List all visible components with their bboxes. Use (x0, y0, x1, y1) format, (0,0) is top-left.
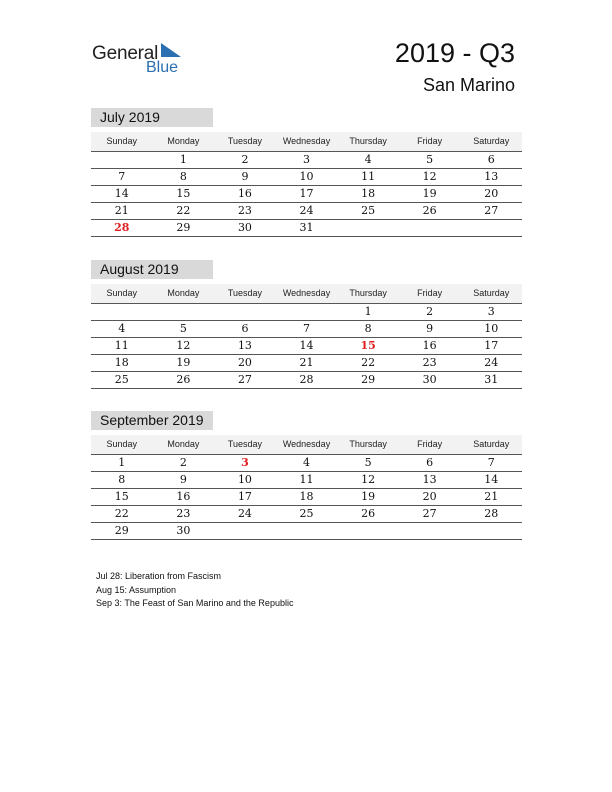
week-row (91, 489, 522, 506)
weekday-name: Sunday (106, 136, 138, 146)
day-cell: 15 (360, 339, 376, 352)
week-row (91, 186, 522, 203)
day-cell: 27 (237, 373, 252, 386)
day-cell: 14 (299, 339, 314, 352)
week-row (91, 203, 522, 220)
day-cell: 7 (487, 456, 495, 469)
day-cell: 7 (303, 322, 311, 335)
day-cell: 24 (484, 356, 499, 369)
day-cell: 25 (299, 507, 314, 520)
day-cell: 12 (176, 339, 191, 352)
weekday-name: Sunday (106, 288, 138, 298)
weekday-name: Saturday (473, 136, 510, 146)
day-cell: 9 (426, 322, 434, 335)
day-cell: 3 (303, 153, 311, 166)
day-cell: 18 (114, 356, 129, 369)
week-row (91, 372, 522, 389)
weekday-name: Friday (417, 439, 443, 449)
day-cell: 20 (422, 490, 437, 503)
day-cell: 27 (422, 507, 437, 520)
day-cell: 14 (484, 473, 499, 486)
day-cell (153, 304, 215, 320)
day-cell (214, 304, 276, 320)
day-cell: 23 (422, 356, 437, 369)
day-cell: 5 (179, 322, 187, 335)
day-cell (337, 220, 399, 236)
weekday-name: Tuesday (227, 288, 263, 298)
day-cell: 16 (422, 339, 437, 352)
day-cell: 29 (176, 221, 191, 234)
weekday-name: Thursday (349, 288, 387, 298)
day-cell: 30 (237, 221, 252, 234)
day-cell: 29 (114, 524, 129, 537)
month-july (91, 108, 522, 237)
day-cell: 9 (241, 170, 249, 183)
day-cell: 6 (487, 153, 495, 166)
holiday-note: Jul 28: Liberation from Fascism (96, 571, 222, 581)
day-cell: 14 (114, 187, 129, 200)
weekday-name: Tuesday (227, 136, 263, 146)
day-cell: 23 (237, 204, 252, 217)
generalblue-logo (92, 40, 202, 80)
day-cell: 12 (361, 473, 376, 486)
weekday-name: Wednesday (282, 136, 331, 146)
month-label: August 2019 (91, 260, 213, 279)
logo-blue-text: Blue (146, 59, 179, 76)
day-cell: 25 (361, 204, 376, 217)
day-cell: 31 (484, 373, 499, 386)
day-cell: 12 (422, 170, 437, 183)
day-cell: 18 (299, 490, 314, 503)
day-cell (399, 523, 461, 539)
day-cell: 22 (114, 507, 129, 520)
day-cell: 26 (422, 204, 437, 217)
day-cell: 21 (114, 204, 129, 217)
day-cell: 3 (241, 456, 249, 469)
weekday-name: Thursday (349, 136, 387, 146)
day-cell: 18 (361, 187, 376, 200)
week-row (91, 523, 522, 540)
weekday-name: Wednesday (282, 288, 331, 298)
day-cell: 28 (299, 373, 314, 386)
weekday-header-row (91, 284, 522, 304)
day-cell: 4 (303, 456, 311, 469)
day-cell: 6 (241, 322, 249, 335)
day-cell: 13 (422, 473, 437, 486)
day-cell: 13 (237, 339, 252, 352)
week-row (91, 355, 522, 372)
day-cell: 19 (361, 490, 376, 503)
day-cell (337, 523, 399, 539)
day-cell: 3 (487, 305, 495, 318)
week-row (91, 472, 522, 489)
day-cell: 11 (361, 170, 376, 183)
day-cell (276, 523, 338, 539)
weekday-name: Saturday (473, 288, 510, 298)
day-cell: 25 (114, 373, 129, 386)
day-cell: 21 (484, 490, 499, 503)
day-cell: 2 (426, 305, 434, 318)
day-cell: 15 (114, 490, 129, 503)
day-cell: 20 (237, 356, 252, 369)
day-cell (460, 220, 522, 236)
logo-triangle-icon (161, 43, 181, 57)
weekday-name: Monday (167, 136, 200, 146)
day-cell: 22 (176, 204, 191, 217)
day-cell: 16 (237, 187, 252, 200)
day-cell: 2 (179, 456, 187, 469)
day-cell (460, 523, 522, 539)
holiday-note: Aug 15: Assumption (96, 584, 177, 595)
holiday-notes (96, 570, 293, 611)
day-cell (91, 304, 153, 320)
day-cell: 28 (114, 221, 130, 234)
week-row (91, 304, 522, 321)
day-cell: 10 (237, 473, 252, 486)
day-cell: 21 (299, 356, 314, 369)
day-cell: 29 (361, 373, 376, 386)
logo-general-text: General (92, 43, 159, 64)
weekday-name: Tuesday (227, 439, 263, 449)
day-cell (91, 152, 153, 168)
day-cell: 20 (484, 187, 499, 200)
day-cell: 15 (176, 187, 191, 200)
day-cell: 2 (241, 153, 249, 166)
weekday-name: Friday (417, 288, 443, 298)
day-cell: 4 (364, 153, 372, 166)
country-subtitle: San Marino (422, 75, 515, 95)
day-cell: 10 (484, 322, 499, 335)
week-row (91, 169, 522, 186)
month-august (91, 260, 522, 389)
day-cell: 22 (361, 356, 376, 369)
day-cell: 26 (176, 373, 191, 386)
day-cell: 6 (426, 456, 434, 469)
weekday-name: Friday (417, 136, 443, 146)
month-label: July 2019 (91, 108, 213, 127)
day-cell: 16 (176, 490, 191, 503)
week-row (91, 152, 522, 169)
day-cell (399, 220, 461, 236)
day-cell: 27 (484, 204, 499, 217)
day-cell: 8 (179, 170, 187, 183)
day-cell (276, 304, 338, 320)
day-cell: 10 (299, 170, 314, 183)
day-cell: 1 (118, 456, 126, 469)
day-cell: 5 (426, 153, 434, 166)
day-cell: 13 (484, 170, 499, 183)
weekday-name: Monday (167, 439, 200, 449)
day-cell: 11 (299, 473, 314, 486)
holiday-note: Sep 3: The Feast of San Marino and the Republic (96, 598, 294, 608)
month-label: September 2019 (91, 411, 213, 430)
day-cell (214, 523, 276, 539)
month-september (91, 411, 522, 540)
day-cell: 8 (364, 322, 372, 335)
weekday-name: Sunday (106, 439, 138, 449)
day-cell: 26 (361, 507, 376, 520)
weekday-name: Thursday (349, 439, 387, 449)
week-row (91, 321, 522, 338)
day-cell: 11 (114, 339, 129, 352)
day-cell: 19 (176, 356, 191, 369)
day-cell: 23 (176, 507, 191, 520)
day-cell: 17 (299, 187, 314, 200)
week-row (91, 220, 522, 237)
day-cell: 31 (299, 221, 314, 234)
week-row (91, 506, 522, 523)
day-cell: 4 (118, 322, 126, 335)
day-cell: 17 (484, 339, 499, 352)
day-cell: 9 (179, 473, 187, 486)
day-cell: 1 (364, 305, 372, 318)
day-cell: 30 (176, 524, 191, 537)
day-cell: 30 (422, 373, 437, 386)
day-cell: 1 (179, 153, 187, 166)
weekday-name: Saturday (473, 439, 510, 449)
page-title: 2019 - Q3 (394, 38, 515, 68)
day-cell: 24 (299, 204, 314, 217)
day-cell: 28 (484, 507, 499, 520)
day-cell: 7 (118, 170, 126, 183)
day-cell: 19 (422, 187, 437, 200)
weekday-name: Wednesday (282, 439, 331, 449)
week-row (91, 455, 522, 472)
weekday-name: Monday (167, 288, 200, 298)
day-cell: 17 (237, 490, 252, 503)
day-cell: 24 (237, 507, 252, 520)
day-cell: 8 (118, 473, 126, 486)
weekday-header-row (91, 435, 522, 455)
week-row (91, 338, 522, 355)
weekday-header-row (91, 132, 522, 152)
day-cell: 5 (364, 456, 372, 469)
